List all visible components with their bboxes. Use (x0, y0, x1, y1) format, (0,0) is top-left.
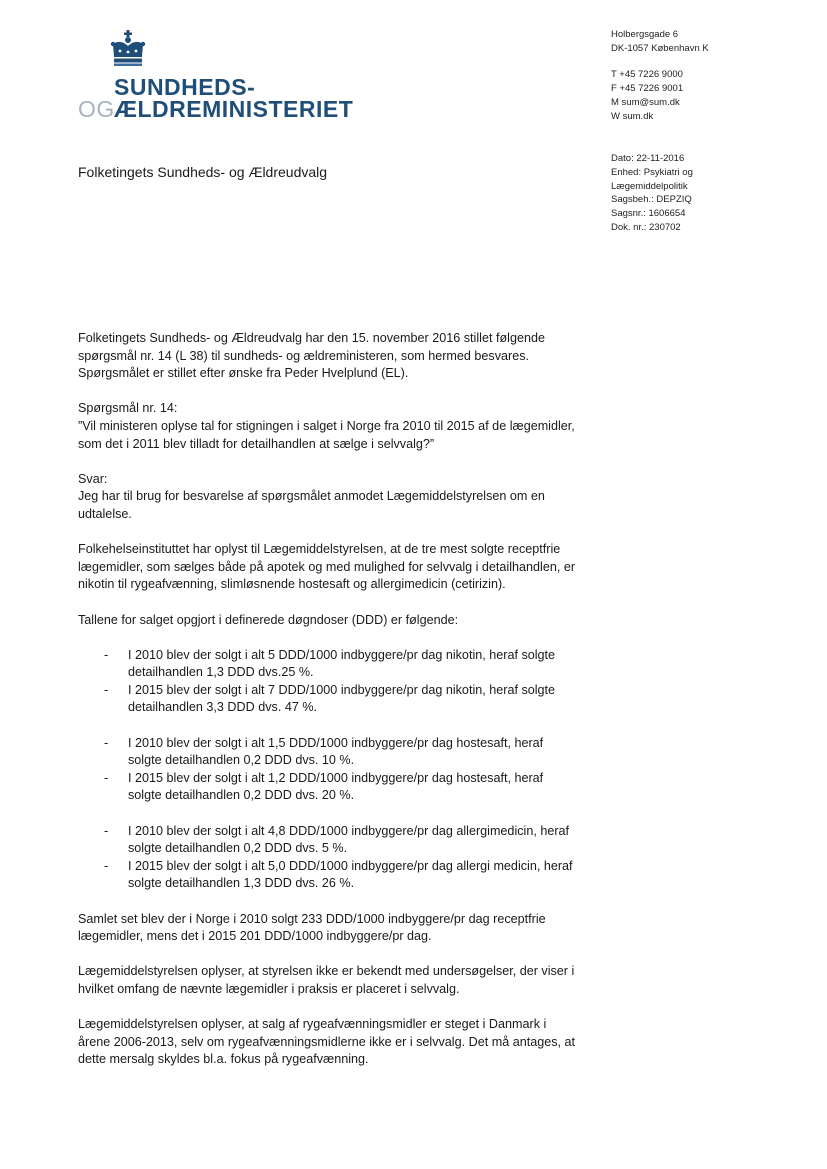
list-item: - I 2010 blev der solgt i alt 5 DDD/1000 indbyggere/pr dag nikotin, heraf solgte detailhandlen 1,3 DDD dvs.25 %. (78, 647, 578, 682)
document-meta (611, 152, 811, 235)
list-item: - I 2010 blev der solgt i alt 4,8 DDD/1000 indbyggere/pr dag allergimedicin, heraf solgte detailhandlen 0,2 DDD dvs. 5 %. (78, 823, 578, 858)
list-item: - I 2015 blev der solgt i alt 5,0 DDD/1000 indbyggere/pr dag allergi medicin, heraf solgte detailhandlen 1,3 DDD dvs. 26 %. (78, 858, 578, 893)
sender-address-city: DK-1057 København K (611, 43, 709, 54)
list-allergy (78, 823, 578, 893)
intro-paragraph: Folketingets Sundheds- og Ældreudvalg har den 15. november 2016 stillet følgende spørgsmål nr. 14 (L 38) til sundheds- og ældreministeren, som hermed besvares. Spørgsmålet er stillet efter ønske fra Peder Hvelplund (EL). (78, 331, 545, 381)
list-nicotine (78, 647, 578, 717)
sender-fax: F +45 7226 9001 (611, 83, 684, 94)
meta-caseworker: Sagsbeh.: DEPZIQ (611, 194, 692, 206)
logo-line-sundheds: SUNDHEDS- (114, 74, 256, 100)
meta-case-number: Sagsnr.: 1606654 (611, 208, 686, 220)
list-item: - I 2010 blev der solgt i alt 1,5 DDD/1000 indbyggere/pr dag hostesaft, heraf solgte detailhandlen 0,2 DDD dvs. 10 %. (78, 735, 578, 770)
question-text: ”Vil ministeren oplyse tal for stigningen i salget i Norge fra 2010 til 2015 af de lægemidler, som det i 2011 blev tilladt for detailhandlen at sælge i selvvalg?” (78, 418, 575, 451)
sender-phone: T +45 7226 9000 (611, 69, 683, 80)
answer-block (78, 471, 578, 524)
sender-address-street: Holbergsgade 6 (611, 29, 679, 40)
list-item: - I 2015 blev der solgt i alt 1,2 DDD/1000 indbyggere/pr dag hostesaft, heraf solgte detailhandlen 0,2 DDD dvs. 20 %. (78, 770, 578, 805)
lms-paragraph-1: Lægemiddelstyrelsen oplyser, at styrelsen ikke er bekendt med undersøgelser, der viser i hvilket omfang de nævnte lægemidler i praksis er placeret i selvvalg. (78, 964, 575, 996)
recipient: Folketingets Sundheds- og Ældreudvalg (78, 164, 328, 180)
meta-unit: Enhed: Psykiatri og (611, 166, 693, 178)
answer-heading: Svar: (78, 471, 108, 486)
sender-block (611, 28, 811, 124)
meta-document-number: Dok. nr.: 230702 (611, 221, 681, 233)
list-cough-syrup (78, 735, 578, 805)
question-block (78, 400, 578, 453)
total-paragraph: Samlet set blev der i Norge i 2010 solgt 233 DDD/1000 indbyggere/pr dag receptfrie lægemidler, mens det i 2015 201 DDD/1000 indbyggere/pr dag. (78, 911, 546, 944)
crown-icon (108, 30, 148, 70)
fhi-paragraph: Folkehelseinstituttet har oplyst til Lægemiddelstyrelsen, at de tre mest solgte receptfrie lægemidler, som sælges både på apotek og med mulighed for selvvalg i detailhandlen, er nikotin til rygeafvænning, slimløsnende hostesaft og allergimedicin (cetirizin). (78, 542, 576, 592)
logo-og: OG (78, 96, 115, 122)
ddd-paragraph: Tallene for salget opgjort i definerede døgndoser (DDD) er følgende: (78, 612, 459, 627)
list-item: - I 2015 blev der solgt i alt 7 DDD/1000 indbyggere/pr dag nikotin, heraf solgte detailhandlen 3,3 DDD dvs. 47 %. (78, 682, 578, 717)
logo-line-aeldreministeriet: ÆLDREMINISTERIET (114, 96, 354, 122)
question-heading: Spørgsmål nr. 14: (78, 401, 178, 416)
letter-body (78, 330, 578, 1087)
answer-text: Jeg har til brug for besvarelse af spørgsmålet anmodet Lægemiddelstyrelsen om en udtalelse. (78, 489, 545, 521)
lms-paragraph-2: Lægemiddelstyrelsen oplyser, at salg af rygeafvænningsmidler er steget i Danmark i årene 2006-2013, selv om rygeafvænningsmidlerne ikke er i selvvalg. Det må antages, at dette mersalg skyldes bl.a. fokus på rygeafvænning. (78, 1017, 576, 1067)
meta-unit-cont: Lægemiddelpolitik (611, 180, 688, 192)
meta-date: Dato: 22-11-2016 (611, 153, 685, 164)
sender-web: W sum.dk (611, 111, 654, 122)
ministry-logo (78, 30, 358, 120)
sender-mail: M sum@sum.dk (611, 97, 680, 108)
